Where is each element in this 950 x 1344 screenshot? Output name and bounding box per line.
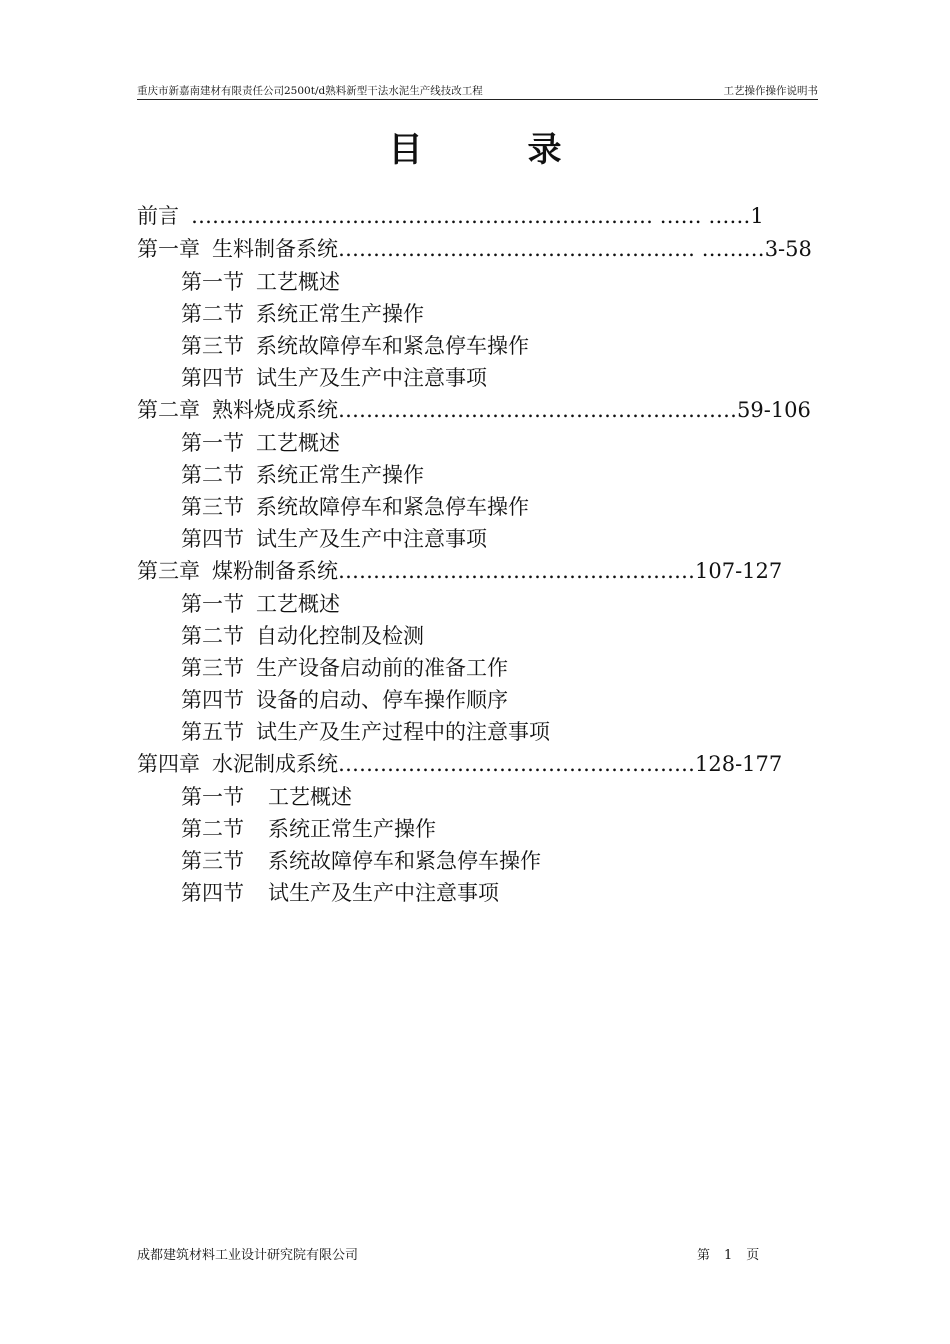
footer-page-suffix: 页	[746, 1248, 760, 1263]
toc-section-title: 系统故障停车和紧急停车操作	[268, 849, 541, 873]
toc-section-title: 试生产及生产中注意事项	[256, 366, 487, 390]
toc-section-title: 系统故障停车和紧急停车操作	[256, 495, 529, 519]
toc-preface-label: 前言	[137, 204, 179, 228]
toc-section[interactable]	[181, 266, 340, 298]
toc-section[interactable]	[181, 716, 550, 748]
toc-section-number: 第四节	[181, 688, 244, 712]
toc-section-number: 第一节	[181, 431, 244, 455]
toc-section-title: 生产设备启动前的准备工作	[256, 656, 508, 680]
toc-section[interactable]	[181, 330, 529, 362]
toc-section-title: 工艺概述	[256, 592, 340, 616]
toc-section[interactable]	[181, 427, 340, 459]
toc-chapter-title: 熟料烧成系统	[212, 398, 338, 422]
title-char-2: 录	[527, 130, 562, 170]
toc-section-number: 第三节	[181, 656, 244, 680]
toc-section-number: 第四节	[181, 366, 244, 390]
toc-chapter-title: 水泥制成系统	[212, 752, 338, 776]
toc-section-title: 工艺概述	[256, 270, 340, 294]
page-title	[0, 128, 950, 172]
toc-chapter-title: 生料制备系统	[212, 237, 338, 261]
toc-section-number: 第三节	[181, 849, 244, 873]
toc-chapter-3[interactable]	[137, 555, 782, 587]
toc-page-number: 1	[750, 204, 764, 228]
toc-section-title: 试生产及生产过程中的注意事项	[256, 720, 550, 744]
footer-company-name: 成都建筑材料工业设计研究院有限公司	[137, 1248, 359, 1263]
toc-section-title: 设备的启动、停车操作顺序	[256, 688, 508, 712]
toc-section[interactable]	[181, 588, 340, 620]
header-document-title: 工艺操作操作说明书	[723, 85, 818, 97]
toc-chapter-1[interactable]	[137, 233, 812, 265]
toc-section[interactable]	[181, 684, 508, 716]
toc-section[interactable]	[181, 620, 424, 652]
toc-section-title: 试生产及生产中注意事项	[256, 527, 487, 551]
toc-section-number: 第一节	[181, 592, 244, 616]
toc-section-title: 工艺概述	[268, 785, 352, 809]
toc-section-title: 系统正常生产操作	[256, 463, 424, 487]
toc-chapter-label: 第四章	[137, 752, 200, 776]
toc-section-title: 工艺概述	[256, 431, 340, 455]
header-project-title: 重庆市新嘉南建材有限责任公司2500t/d熟料新型干法水泥生产线技改工程	[137, 85, 483, 97]
toc-section-title: 系统正常生产操作	[268, 817, 436, 841]
toc-section-number: 第一节	[181, 270, 244, 294]
footer-page-number: 1	[724, 1248, 733, 1263]
toc-leader-dots: …………………………………………… ………	[338, 237, 765, 261]
toc-leader-dots: ……………………………………………	[338, 752, 695, 776]
toc-section[interactable]	[181, 813, 436, 845]
toc-section[interactable]	[181, 652, 508, 684]
toc-section-number: 第四节	[181, 527, 244, 551]
toc-chapter-label: 第二章	[137, 398, 200, 422]
toc-section-number: 第三节	[181, 495, 244, 519]
toc-chapter-2[interactable]	[137, 394, 811, 426]
toc-section-number: 第三节	[181, 334, 244, 358]
page-header	[137, 84, 818, 100]
toc-page-number: 3-58	[764, 237, 812, 261]
toc-leader-dots: ………………………………………………………… …… ……	[191, 204, 751, 228]
toc-section-number: 第二节	[181, 817, 244, 841]
toc-chapter-title: 煤粉制备系统	[212, 559, 338, 583]
title-char-1: 目	[388, 130, 423, 170]
toc-section[interactable]	[181, 459, 424, 491]
toc-leader-dots: ……………………………………………	[338, 559, 695, 583]
toc-leader-dots: …………………………………………………	[338, 398, 737, 422]
toc-page-number: 59-106	[737, 398, 811, 422]
toc-section[interactable]	[181, 781, 352, 813]
toc-entry-preface[interactable]	[137, 200, 764, 232]
toc-section-number: 第二节	[181, 624, 244, 648]
toc-section-number: 第二节	[181, 302, 244, 326]
toc-section[interactable]	[181, 491, 529, 523]
toc-section-number: 第二节	[181, 463, 244, 487]
toc-section-title: 系统故障停车和紧急停车操作	[256, 334, 529, 358]
toc-section-number: 第五节	[181, 720, 244, 744]
toc-page-number: 128-177	[695, 752, 783, 776]
toc-section[interactable]	[181, 523, 487, 555]
toc-section-title: 试生产及生产中注意事项	[268, 881, 499, 905]
toc-section-title: 系统正常生产操作	[256, 302, 424, 326]
toc-section-number: 第一节	[181, 785, 244, 809]
toc-section[interactable]	[181, 877, 499, 909]
footer-page-prefix: 第	[697, 1248, 711, 1263]
toc-section[interactable]	[181, 362, 487, 394]
toc-section-number: 第四节	[181, 881, 244, 905]
toc-section[interactable]	[181, 845, 541, 877]
toc-chapter-label: 第三章	[137, 559, 200, 583]
toc-page-number: 107-127	[695, 559, 783, 583]
footer-page-indicator	[697, 1248, 759, 1264]
toc-chapter-label: 第一章	[137, 237, 200, 261]
toc-section-title: 自动化控制及检测	[256, 624, 424, 648]
toc-section[interactable]	[181, 298, 424, 330]
toc-chapter-4[interactable]	[137, 748, 782, 780]
